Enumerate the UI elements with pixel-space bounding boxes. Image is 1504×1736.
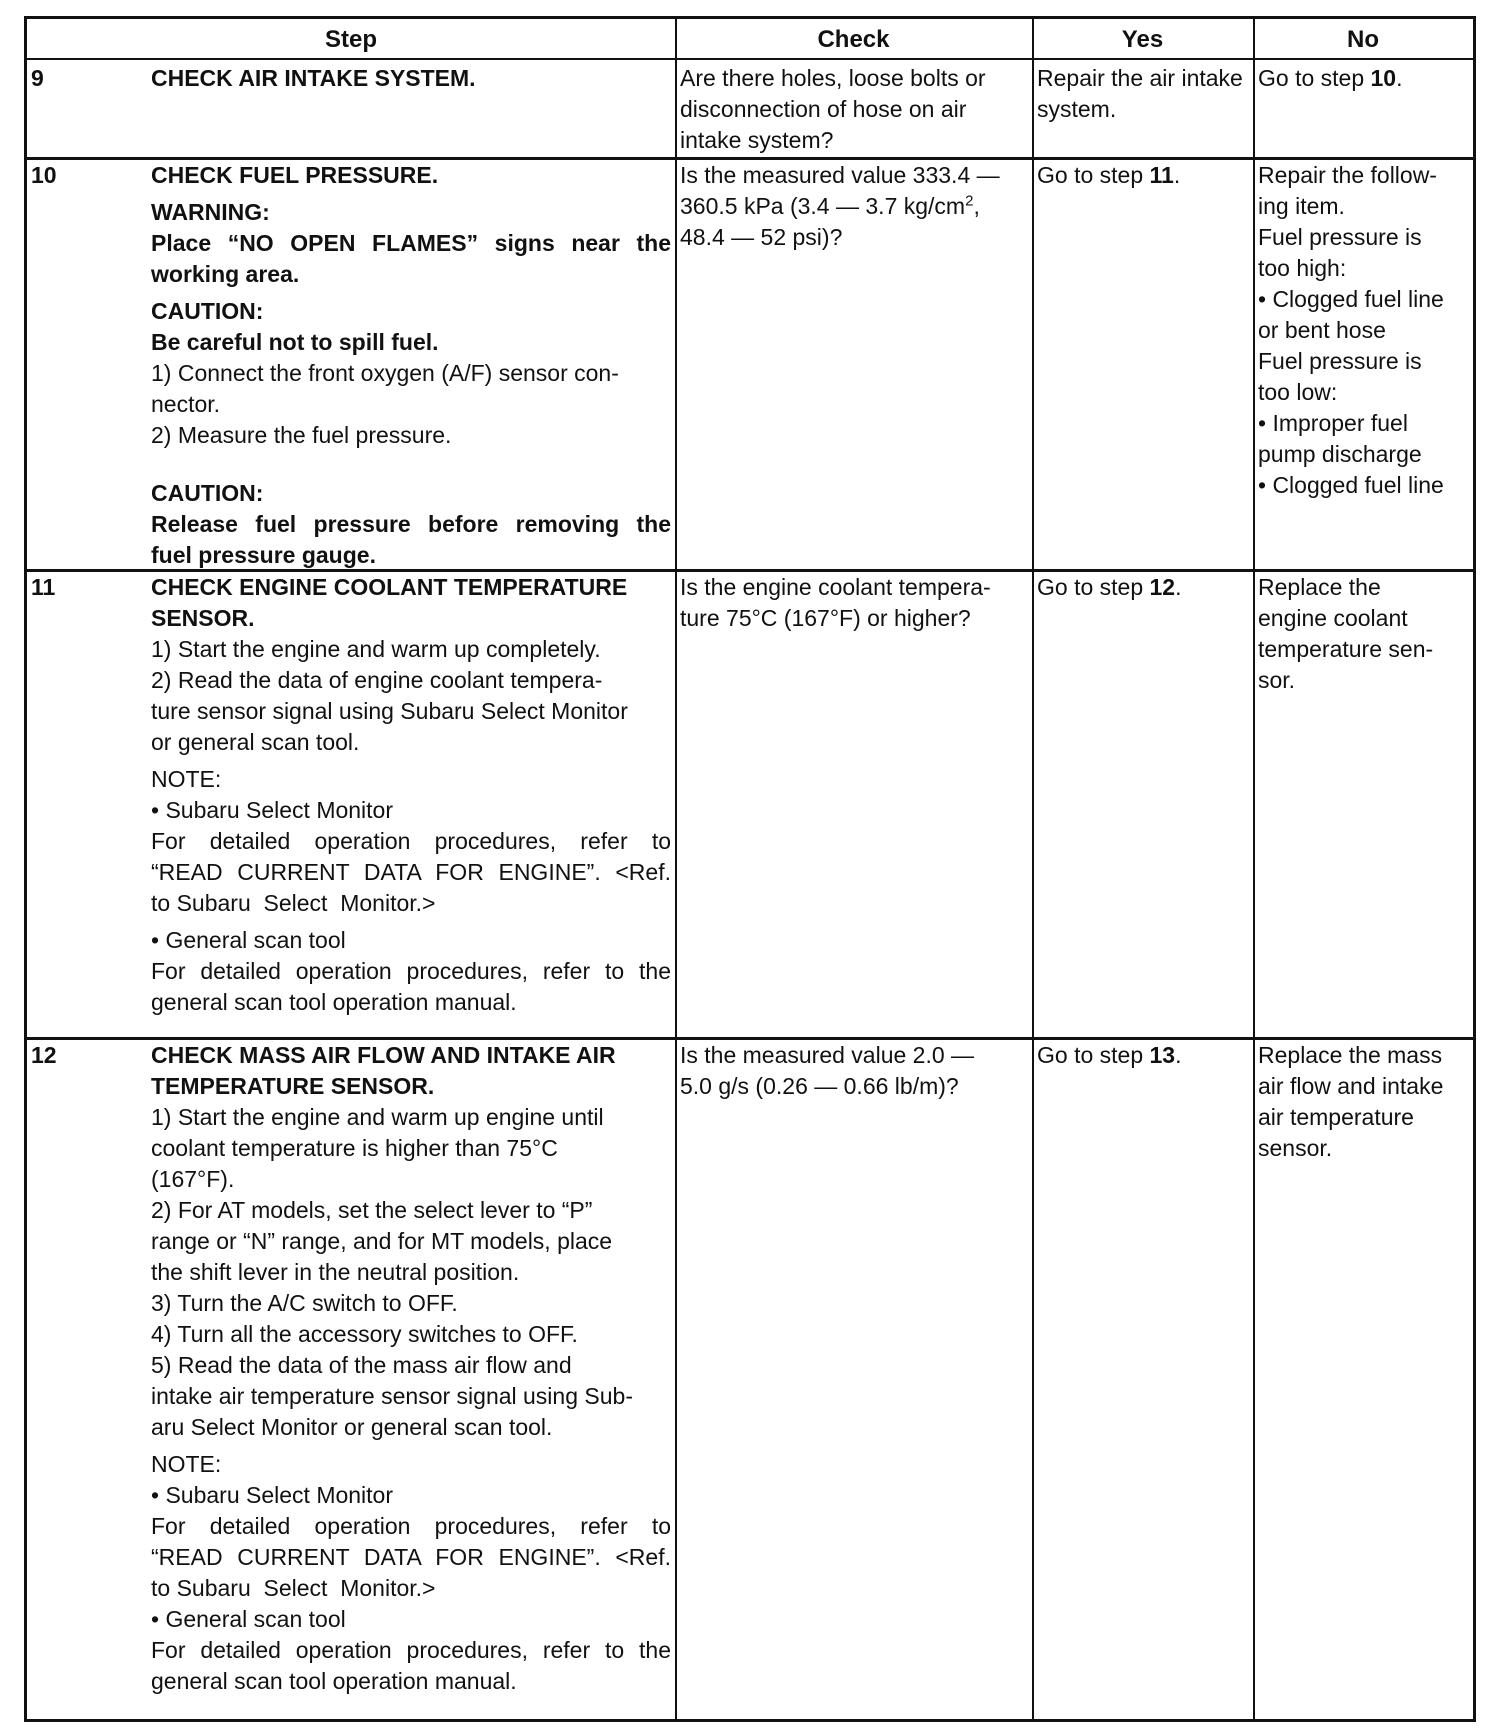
step-instructions: [151, 160, 671, 571]
procedure-step: aru Select Monitor or general scan tool.: [151, 1414, 553, 1440]
step-title: CHECK ENGINE COOLANT TEMPERATURE: [151, 574, 628, 600]
check-question: [680, 160, 1030, 253]
step-instructions: [151, 572, 671, 1018]
yes-action: Repair the air intake system.: [1037, 65, 1243, 122]
note-text: to Subaru Select Monitor.>: [151, 1575, 436, 1601]
yes-action: Go to step 12.: [1037, 574, 1182, 600]
note-item: • General scan tool: [151, 927, 346, 953]
check-question: Are there holes, loose bolts or disconnection of hose on air intake system?: [680, 65, 986, 153]
header-yes: Yes: [1121, 26, 1164, 53]
procedure-step: intake air temperature sensor signal using Sub-: [151, 1383, 633, 1409]
procedure-step: ture sensor signal using Subaru Select Monitor: [151, 698, 628, 724]
no-action: [1258, 160, 1473, 501]
note-text: to Subaru Select Monitor.>: [151, 890, 436, 916]
warning-label: WARNING:: [151, 199, 270, 225]
warning-text: working area.: [151, 261, 300, 287]
procedure-step: 3) Turn the A/C switch to OFF.: [151, 1290, 458, 1316]
note-text: general scan tool operation manual.: [151, 989, 517, 1015]
caution-label: CAUTION:: [151, 298, 264, 324]
check-line: 48.4 — 52 psi)?: [680, 224, 843, 250]
check-line: 5.0 g/s (0.26 — 0.66 lb/m)?: [680, 1073, 959, 1099]
no-line: Fuel pressure is: [1258, 348, 1422, 374]
note-text: For detailed operation procedures, refer to the: [151, 1637, 671, 1663]
note-item: • Subaru Select Monitor: [151, 1482, 394, 1508]
step-number: 12: [31, 1042, 57, 1068]
no-line: too high:: [1258, 255, 1347, 281]
note-label: NOTE:: [151, 766, 222, 792]
note-text: For detailed operation procedures, refer to the: [151, 958, 671, 984]
caution-text: fuel pressure gauge.: [151, 542, 376, 568]
caution-label: CAUTION:: [151, 480, 264, 506]
note-item: • Subaru Select Monitor: [151, 797, 394, 823]
column-divider: [1253, 19, 1255, 1719]
check-line: ture 75°C (167°F) or higher?: [680, 605, 971, 631]
no-line: pump discharge: [1258, 441, 1422, 467]
header-no: No: [1347, 26, 1379, 53]
procedure-step: (167°F).: [151, 1166, 235, 1192]
no-line: temperature sen-: [1258, 636, 1434, 662]
check-line: 360.5 kPa (3.4 — 3.7 $kg/cm^2$,: [680, 192, 980, 219]
procedure-step: 1) Start the engine and warm up completely.: [151, 636, 601, 662]
no-line: • Clogged fuel line: [1258, 286, 1444, 312]
step-number: 9: [31, 65, 44, 91]
step-instructions: [151, 1040, 671, 1697]
procedure-step: 2) For AT models, set the select lever to “P”: [151, 1197, 593, 1223]
procedure-step: 5) Read the data of the mass air flow and: [151, 1352, 572, 1378]
caution-text: Be careful not to spill fuel.: [151, 329, 439, 355]
check-question: [680, 572, 1030, 634]
no-line: air flow and intake: [1258, 1073, 1444, 1099]
header-step: Step: [324, 26, 377, 53]
procedure-step: or general scan tool.: [151, 729, 360, 755]
no-line: too low:: [1258, 379, 1338, 405]
note-label: NOTE:: [151, 1451, 222, 1477]
caution-text: Release fuel pressure before removing the: [151, 511, 671, 537]
no-line: engine coolant: [1258, 605, 1408, 631]
note-text: For detailed operation procedures, refer to: [151, 828, 671, 854]
procedure-step: nector.: [151, 391, 221, 417]
step-title: CHECK FUEL PRESSURE.: [151, 162, 439, 188]
no-line: air temperature: [1258, 1104, 1414, 1130]
step-number: 11: [31, 574, 56, 600]
no-line: Fuel pressure is: [1258, 224, 1422, 250]
check-question: [680, 1040, 1030, 1102]
note-text: general scan tool operation manual.: [151, 1668, 517, 1694]
check-line: Is the measured value 2.0 —: [680, 1042, 975, 1068]
note-text: For detailed operation procedures, refer to: [151, 1513, 671, 1539]
warning-text: Place “NO OPEN FLAMES” signs near the: [151, 230, 671, 256]
yes-action: Go to step 11.: [1037, 162, 1181, 188]
step-number: 10: [31, 162, 57, 188]
diagnostic-table: [24, 16, 1476, 1722]
no-line: or bent hose: [1258, 317, 1386, 343]
no-line: sensor.: [1258, 1135, 1333, 1161]
no-line: sor.: [1258, 667, 1296, 693]
procedure-step: 1) Start the engine and warm up engine until: [151, 1104, 604, 1130]
procedure-step: coolant temperature is higher than 75°C: [151, 1135, 558, 1161]
step-title: CHECK AIR INTAKE SYSTEM.: [151, 65, 476, 91]
no-line: • Clogged fuel line: [1258, 472, 1444, 498]
step-title: SENSOR.: [151, 605, 255, 631]
procedure-step: 1) Connect the front oxygen (A/F) sensor con-: [151, 360, 619, 386]
no-line: ing item.: [1258, 193, 1345, 219]
step-title: CHECK MASS AIR FLOW AND INTAKE AIR: [151, 1042, 616, 1068]
column-divider: [1032, 19, 1034, 1719]
no-action: Go to step 10.: [1258, 65, 1403, 91]
procedure-step: 2) Read the data of engine coolant tempera-: [151, 667, 603, 693]
procedure-step: range or “N” range, and for MT models, place: [151, 1228, 613, 1254]
step-title: TEMPERATURE SENSOR.: [151, 1073, 435, 1099]
no-line: Replace the: [1258, 574, 1381, 600]
no-action: [1258, 1040, 1473, 1164]
note-text: “READ CURRENT DATA FOR ENGINE”. <Ref.: [151, 859, 671, 885]
procedure-step: 2) Measure the fuel pressure.: [151, 422, 452, 448]
header-check: Check: [817, 26, 890, 53]
column-divider: [675, 19, 677, 1719]
no-line: Replace the mass: [1258, 1042, 1443, 1068]
no-line: Repair the follow-: [1258, 162, 1437, 188]
procedure-step: 4) Turn all the accessory switches to OFF.: [151, 1321, 578, 1347]
no-line: • Improper fuel: [1258, 410, 1408, 436]
check-line: Is the measured value 333.4 —: [680, 162, 1000, 188]
check-line: Is the engine coolant tempera-: [680, 574, 991, 600]
note-text: “READ CURRENT DATA FOR ENGINE”. <Ref.: [151, 1544, 671, 1570]
yes-action: Go to step 13.: [1037, 1042, 1182, 1068]
note-item: • General scan tool: [151, 1606, 346, 1632]
procedure-step: the shift lever in the neutral position.: [151, 1259, 520, 1285]
no-action: [1258, 572, 1473, 696]
